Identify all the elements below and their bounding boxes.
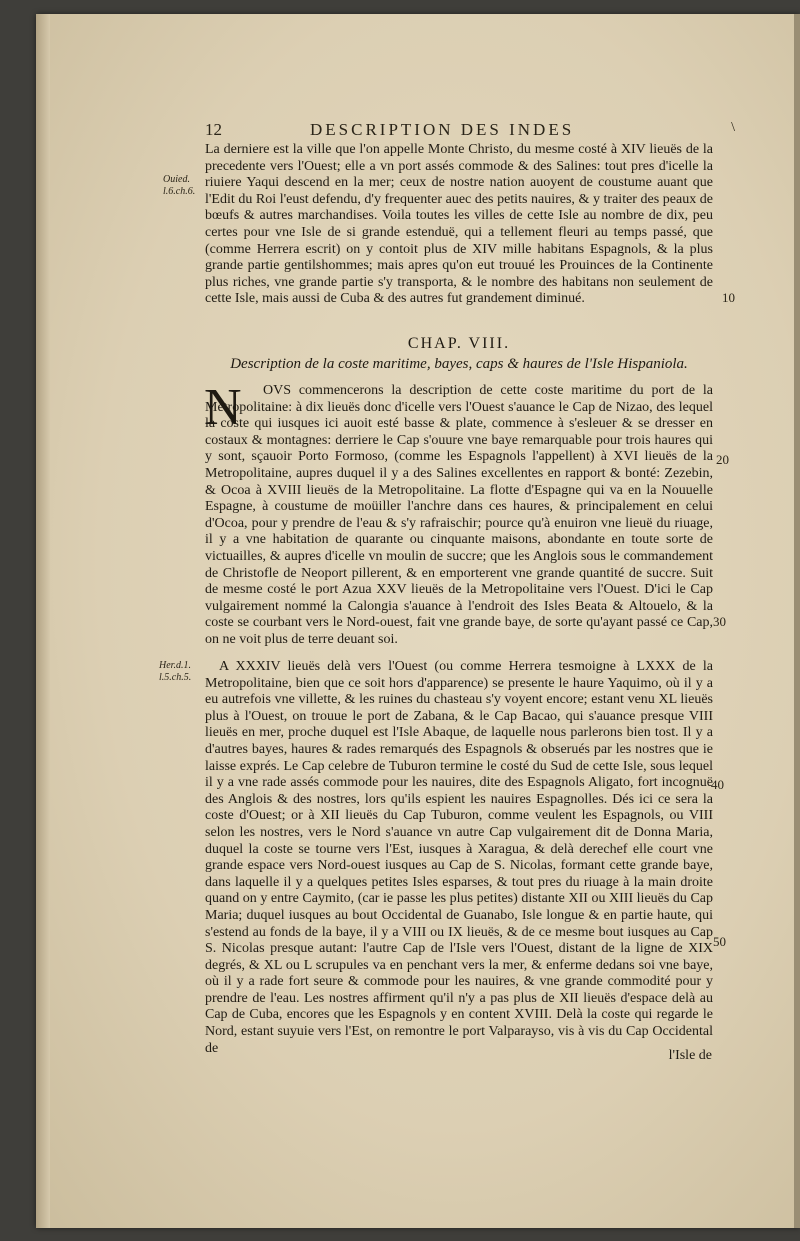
line-number-20: 20 (716, 452, 729, 467)
margin-note-herrera: Her.d.1. l.5.ch.5. (159, 660, 192, 683)
paragraph-2 (204, 379, 713, 649)
page-header (205, 120, 735, 140)
chapter-title: CHAP. VIII. (407, 335, 511, 352)
header-mark: \ (731, 120, 735, 135)
chapter-subtitle: Description de la coste maritime, bayes, caps & haures de l'Isle Hispaniola. (230, 356, 688, 372)
line-number-50: 50 (713, 934, 726, 949)
binding-gutter (794, 14, 800, 1228)
paragraph-3 (205, 659, 713, 1057)
line-number-40: 40 (711, 777, 724, 792)
line-number-10: 10 (722, 290, 735, 305)
margin-note-ouied: Ouied. l.6.ch.6. (163, 174, 196, 197)
paragraph-1-text: La derniere est la ville que l'on appelle Monte Christo, du mesme costé à XIV lieuës de la precedente vers l'Ouest; elle a vn port assés commode & des Salines: tout pres d'icelle la riuiere Yaqui descend en la mer; ceux de nostre nation auoyent de coustume auant que l'Edit du Roi l'eust defendu, d'y frequenter auec des petits nauires, & y traiter des peaux de bœufs & autres marchandises. Voila toutes les villes de cette Isle au nombre de dix, peu certes pour vne Isle de si grande estenduë, qui a tellement fleuri au temps passé, que (comme Herrera escrit) on y contoit plus de XIV mille habitans Espagnols, & la plus grande partie gentilshommes; mais apres qu'on eut trouué les Prouinces de la Continente plus riches, vne grande partie s'y transporta, & le nombre des habitans non seulement de cette Isle, mais aussi de Cuba & des autres fut grandement diminué. (205, 142, 713, 307)
paragraph-2-text: OVS commencerons la description de cette coste maritime du port de la Metropolitaine: à dix lieuës donc d'icelle vers l'Ouest s'auance le Cap de Nizao, des lequel la coste qui iusques ici auoit esté basse & plate, commence à s'esleuer & se dresser en costaux & montagnes: derriere le Cap s'ouure vne baye remarquable pour trois haures qui y sont, sçauoir Porto Formoso, (comme les Espagnols l'appellent) à XVI lieuës de la Metropolitaine, aupres duquel il y a des Salines excellentes en rapport & bonté: Zezebin, & Ocoa à XVIII lieuës de la Metropolitaine. La flotte d'Espagne qui va en la Nouuelle Espagne, à coustume de moüiller l'anchre dans ces haures, & principalement en celui d'Ocoa, pour y prendre de l'eau & s'y rafraischir; pource qu'à enuiron vne lieuë du riuage, il y a vne habitation de quarante ou cinquante maisons, abondante en toute sorte de victuailles, & aupres d'icelle vn moulin de succre; que les Anglois sous le commandement de Christofle de Neoport pillerent, & en emporterent vne grande quantité de succre. Suit de mesme costé le port Azua XXV lieuës de la Metropolitaine vers l'Ouest. D'ici le Cap vulgairement nommé la Calongia s'auance à l'endroit des Isles Beata & Altouelo, & la coste se courbant vers le Nord-ouest, fait vne grande baye, de sorte qu'ayant passé ce Cap, on ne voit plus de terre deuant soi. (205, 383, 713, 647)
running-title: DESCRIPTION DES INDES (310, 120, 575, 139)
page-number: 12 (205, 120, 222, 139)
page-edge (36, 14, 50, 1228)
catchword: l'Isle de (668, 1048, 712, 1063)
line-number-30: 30 (713, 614, 726, 629)
drop-cap: N (204, 379, 242, 436)
paragraph-1 (205, 142, 713, 308)
paragraph-3-text: A XXXIV lieuës delà vers l'Ouest (ou comme Herrera tesmoigne à LXXX de la Metropolitaine, bien que ce soit hors d'apparence) se presente le haure Yaquimo, où il y a eu autrefois vne villette, & les ruines du chasteau s'y voyent encore; estant venu XL lieuës plus à l'Ouest, on trouue le port de Zabana, & le Cap Bacao, qui s'auance presque VIII lieuës en mer, proche duquel est l'Isle Abaque, de laquelle nous parlerons bien tost. Il y a d'autres bayes, haures & rades remarqués des Espagnols & obserués par les nostres que ie laisse exprés. Le Cap celebre de Tuburon termine le costé du Sud de cette Isle, sous lequel il y a vne rade assés commode pour les nauires, dite des Espagnols Aligato, fort incognuë des Anglois & des nostres, lors qu'ils espient les nauires Espagnolles. Dés ici ce sera la coste d'Ouest; or à XII lieuës du Cap Tuburon, comme veulent les Espagnols, ou VIII selon les nostres, vers le Nord s'auance vn autre Cap vulgairement dit de Donna Maria, duquel la coste se tourne vers l'Est, iusques à Xaragua, & delà derechef elle court vne grande espace vers Nord-ouest iusques au Cap de S. Nicolas, formant cette grande baye, dans laquelle il y a quelques petites Isles esparses, & tout pres du riuage à la main droite quand on y entre Caymito, (car ie passe les plus petites) distante XII ou XIII lieuës du Cap Maria; duquel iusques au bout Occidental de Guanabo, Isle longue & en partie haute, qui s'estend au fonds de la baye, il y a VIII ou IX lieuës, & de ce mesme bout iusques au Cap S. Nicolas presque autant: l'autre Cap de l'Isle vers l'Ouest, distant de la ligne de XIX degrés, & XL ou L scrupules va en penchant vers la mer, & enferme dedans soi vne baye, où il y a rade fort seure & commode pour les nauires, & vne grande commodité pour y prendre de l'eau. Les nostres affirment qu'il n'y a pas plus de XII lieuës d'espace delà au Cap de Cuba, encores que les Espagnols y en content XVIII. Delà la coste qui regarde le Nord, estant suyuie vers l'Est, on remontre le port Valparayso, vis à vis du Cap Occidental de (205, 659, 713, 1056)
